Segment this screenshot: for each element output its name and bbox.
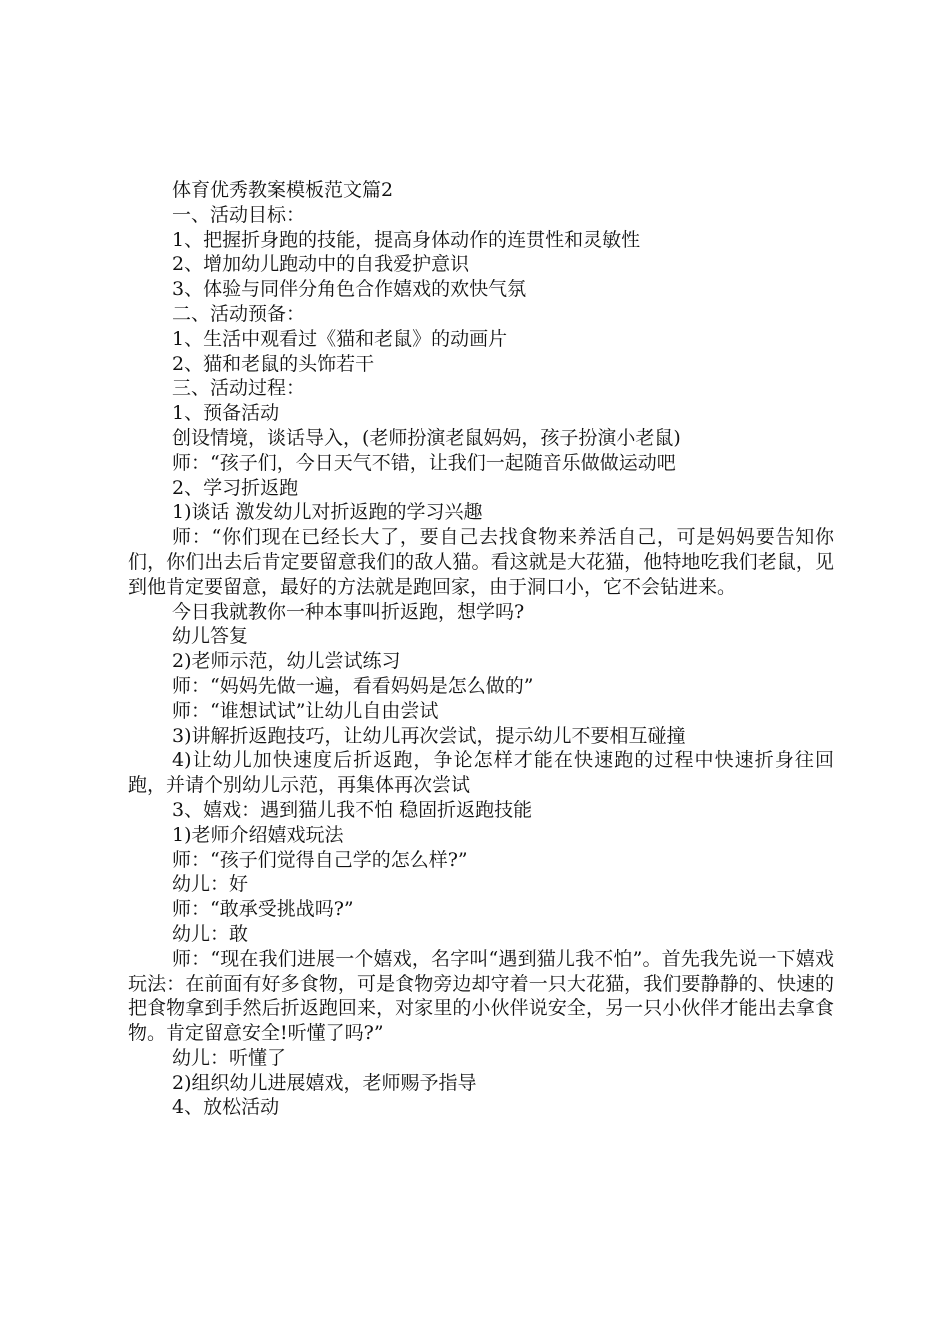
- text-line: 三、活动过程：: [172, 377, 306, 400]
- text-line: 2)老师示范，幼儿尝试练习: [172, 650, 401, 673]
- text-line: 1)谈话 激发幼儿对折返跑的学习兴趣: [172, 501, 483, 524]
- text-line: 师：“孩子们，今日天气不错，让我们一起随音乐做做运动吧: [172, 451, 676, 474]
- text-line: 师：“敢承受挑战吗?”: [172, 898, 354, 921]
- text-line: 师：“谁想试试”让幼儿自由尝试: [172, 699, 439, 722]
- text-line: 4、放松活动: [172, 1096, 280, 1119]
- text-line: 师：“妈妈先做一遍，看看妈妈是怎么做的”: [172, 674, 534, 697]
- text-line: 师：“孩子们觉得自己学的怎么样?”: [172, 848, 468, 871]
- text-line: 创设情境，谈话导入，(老师扮演老鼠妈妈，孩子扮演小老鼠): [172, 426, 681, 449]
- document-title: 体育优秀教案模板范文篇2: [172, 179, 394, 201]
- document-body: [128, 178, 834, 1120]
- text-line: 3、体验与同伴分角色合作嬉戏的欢快气氛: [172, 278, 527, 301]
- text-line: 2)组织幼儿进展嬉戏，老师赐予指导: [172, 1071, 477, 1094]
- text-line: 二、活动预备：: [172, 302, 306, 325]
- text-line: 2、猫和老鼠的头饰若干: [172, 352, 375, 375]
- text-line: 1)老师介绍嬉戏玩法: [172, 823, 344, 846]
- paragraph: 4)让幼儿加快速度后折返跑，争论怎样才能在快速跑的过程中快速折身往回跑，并请个别幼儿示范，再集体再次尝试: [128, 749, 834, 797]
- text-line: 3、嬉戏：遇到猫儿我不怕 稳固折返跑技能: [172, 798, 533, 821]
- text-line: 1、把握折身跑的技能，提高身体动作的连贯性和灵敏性: [172, 228, 641, 251]
- text-line: 幼儿：敢: [172, 922, 249, 945]
- text-line: 1、预备活动: [172, 402, 280, 425]
- text-line: 幼儿：听懂了: [172, 1046, 287, 1069]
- text-line: 今日我就教你一种本事叫折返跑，想学吗?: [172, 600, 525, 623]
- text-line: 一、活动目标：: [172, 203, 306, 226]
- paragraph: 师：“你们现在已经长大了，要自己去找食物来养活自己，可是妈妈要告知你们，你们出去后肯定要留意我们的敌人猫。看这就是大花猫，他特地吃我们老鼠，见到他肯定要留意，最好的方法就是跑回家，由于洞口小，它不会钻进来。: [128, 526, 834, 598]
- text-line: 2、学习折返跑: [172, 476, 299, 499]
- text-line: 1、生活中观看过《猫和老鼠》的动画片: [172, 327, 508, 350]
- text-line: 3)讲解折返跑技巧，让幼儿再次尝试，提示幼儿不要相互碰撞: [172, 724, 686, 747]
- paragraph: 师：“现在我们进展一个嬉戏，名字叫“遇到猫儿我不怕”。首先我先说一下嬉戏玩法：在前面有好多食物，可是食物旁边却守着一只大花猫，我们要静静的、快速的把食物拿到手然后折返跑回来，对家里的小伙伴说安全，另一只小伙伴才能出去拿食物。肯定留意安全!听懂了吗?”: [128, 947, 834, 1045]
- text-line: 幼儿答复: [172, 625, 249, 648]
- text-line: 2、增加幼儿跑动中的自我爱护意识: [172, 253, 470, 276]
- text-line: 幼儿：好: [172, 873, 249, 896]
